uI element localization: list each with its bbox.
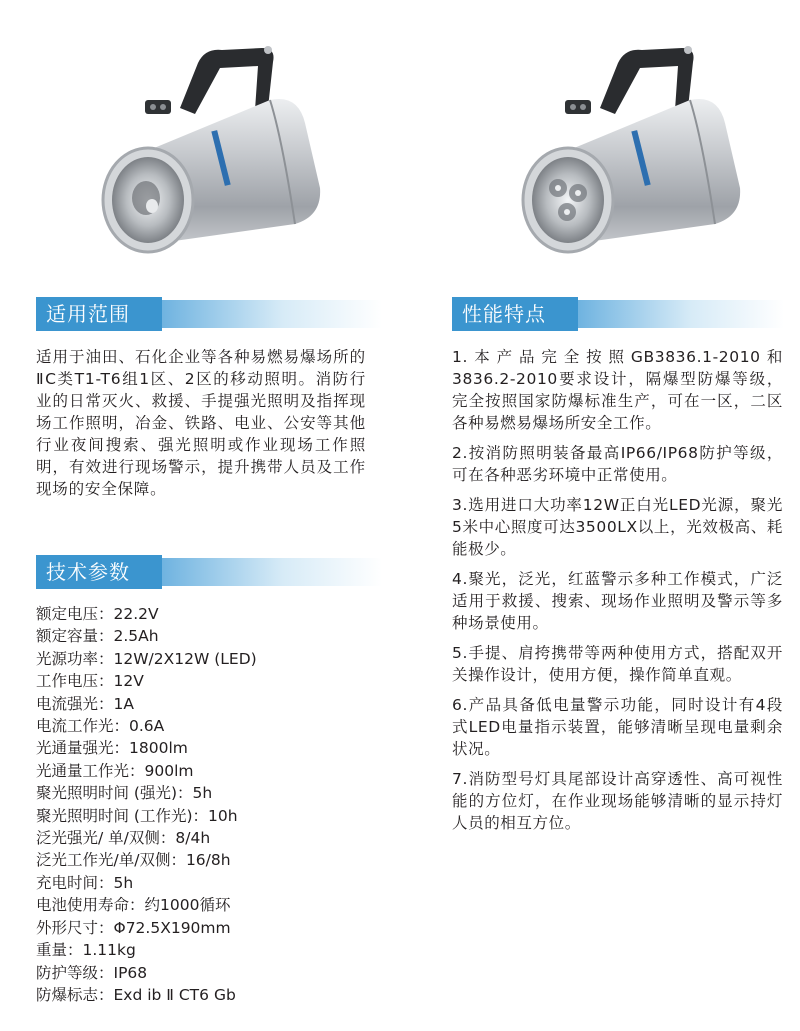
- header-gradient-bar: [162, 558, 382, 586]
- features-list: [452, 346, 783, 842]
- spec-item: 光通量工作光：900lm: [36, 761, 194, 780]
- scope-paragraph: 适用于油田、石化企业等各种易燃易爆场所的ⅡC类T1-T6组1区、2区的移动照明。消防行业的日常灭火、救援、手提强光照明及指挥现场工作照明，冶金、铁路、电业、公安等其他行业夜间搜索、强光照明或作业现场工作照明，有效进行现场警示，提升携带人员及工作现场的安全保障。: [36, 348, 366, 498]
- feature-item: 1.本产品完全按照GB3836.1-2010和3836.2-2010要求设计，隔爆型防爆等级，完全按照国家防爆标准生产，可在一区，二区各种易燃易爆场所安全工作。: [452, 348, 783, 432]
- scope-section-title: 适用范围: [36, 297, 162, 331]
- specs-section-header: [36, 555, 382, 589]
- spec-item: 防护等级：IP68: [36, 963, 148, 982]
- feature-item: 2.按消防照明装备最高IP66/IP68防护等级，可在各种恶劣环境中正常使用。: [452, 444, 783, 484]
- spec-item: 电池使用寿命：约1000循环: [36, 896, 231, 915]
- header-gradient-bar: [162, 300, 382, 328]
- spec-item: 聚光照明时间 (工作光)：10h: [36, 806, 238, 825]
- spec-item: 额定容量：2.5Ah: [36, 627, 159, 646]
- spec-item: 重量：1.11kg: [36, 941, 136, 960]
- scope-section-header: [36, 297, 382, 331]
- header-gradient-bar: [578, 300, 784, 328]
- spec-item: 额定电压：22.2V: [36, 605, 159, 623]
- feature-item: 4.聚光，泛光，红蓝警示多种工作模式，广泛适用于救援、搜索、现场作业照明及警示等多种场景使用。: [452, 570, 783, 632]
- specs-section-title: 技术参数: [36, 555, 162, 589]
- spec-item: 工作电压：12V: [36, 672, 144, 691]
- spec-item: 充电时间：5h: [36, 873, 134, 892]
- features-section-header: [452, 297, 784, 331]
- flashlight-image-right: [510, 38, 770, 268]
- spec-item: 外形尺寸：Φ72.5X190mm: [36, 918, 231, 937]
- spec-item: 泛光工作光/单/双侧：16/8h: [36, 851, 231, 870]
- feature-item: 7.消防型号灯具尾部设计高穿透性、高可视性能的方位灯，在作业现场能够清晰的显示持灯人员的相互方位。: [452, 770, 783, 832]
- spec-item: 光源功率：12W/2X12W (LED): [36, 649, 257, 668]
- flashlight-image-left: [90, 38, 350, 268]
- spec-item: 电流强光：1A: [36, 694, 134, 713]
- features-section-title: 性能特点: [452, 297, 578, 331]
- spec-item: 泛光强光/ 单/双侧：8/4h: [36, 829, 211, 848]
- feature-item: 6.产品具备低电量警示功能，同时设计有4段式LED电量指示装置，能够清晰呈现电量剩余状况。: [452, 696, 783, 758]
- feature-item: 5.手提、肩挎携带等两种使用方式，搭配双开关操作设计，使用方便，操作简单直观。: [452, 644, 783, 684]
- spec-item: 电流工作光：0.6A: [36, 717, 165, 736]
- spec-item: 聚光照明时间 (强光)：5h: [36, 784, 213, 803]
- spec-item: 光通量强光：1800lm: [36, 739, 188, 758]
- specs-list: [36, 603, 376, 1006]
- spec-item: 防爆标志：Exd ib Ⅱ CT6 Gb: [36, 985, 236, 1004]
- feature-item: 3.选用进口大功率12W正白光LED光源，聚光5米中心照度可达3500LX以上，光效极高、耗能极少。: [452, 496, 783, 558]
